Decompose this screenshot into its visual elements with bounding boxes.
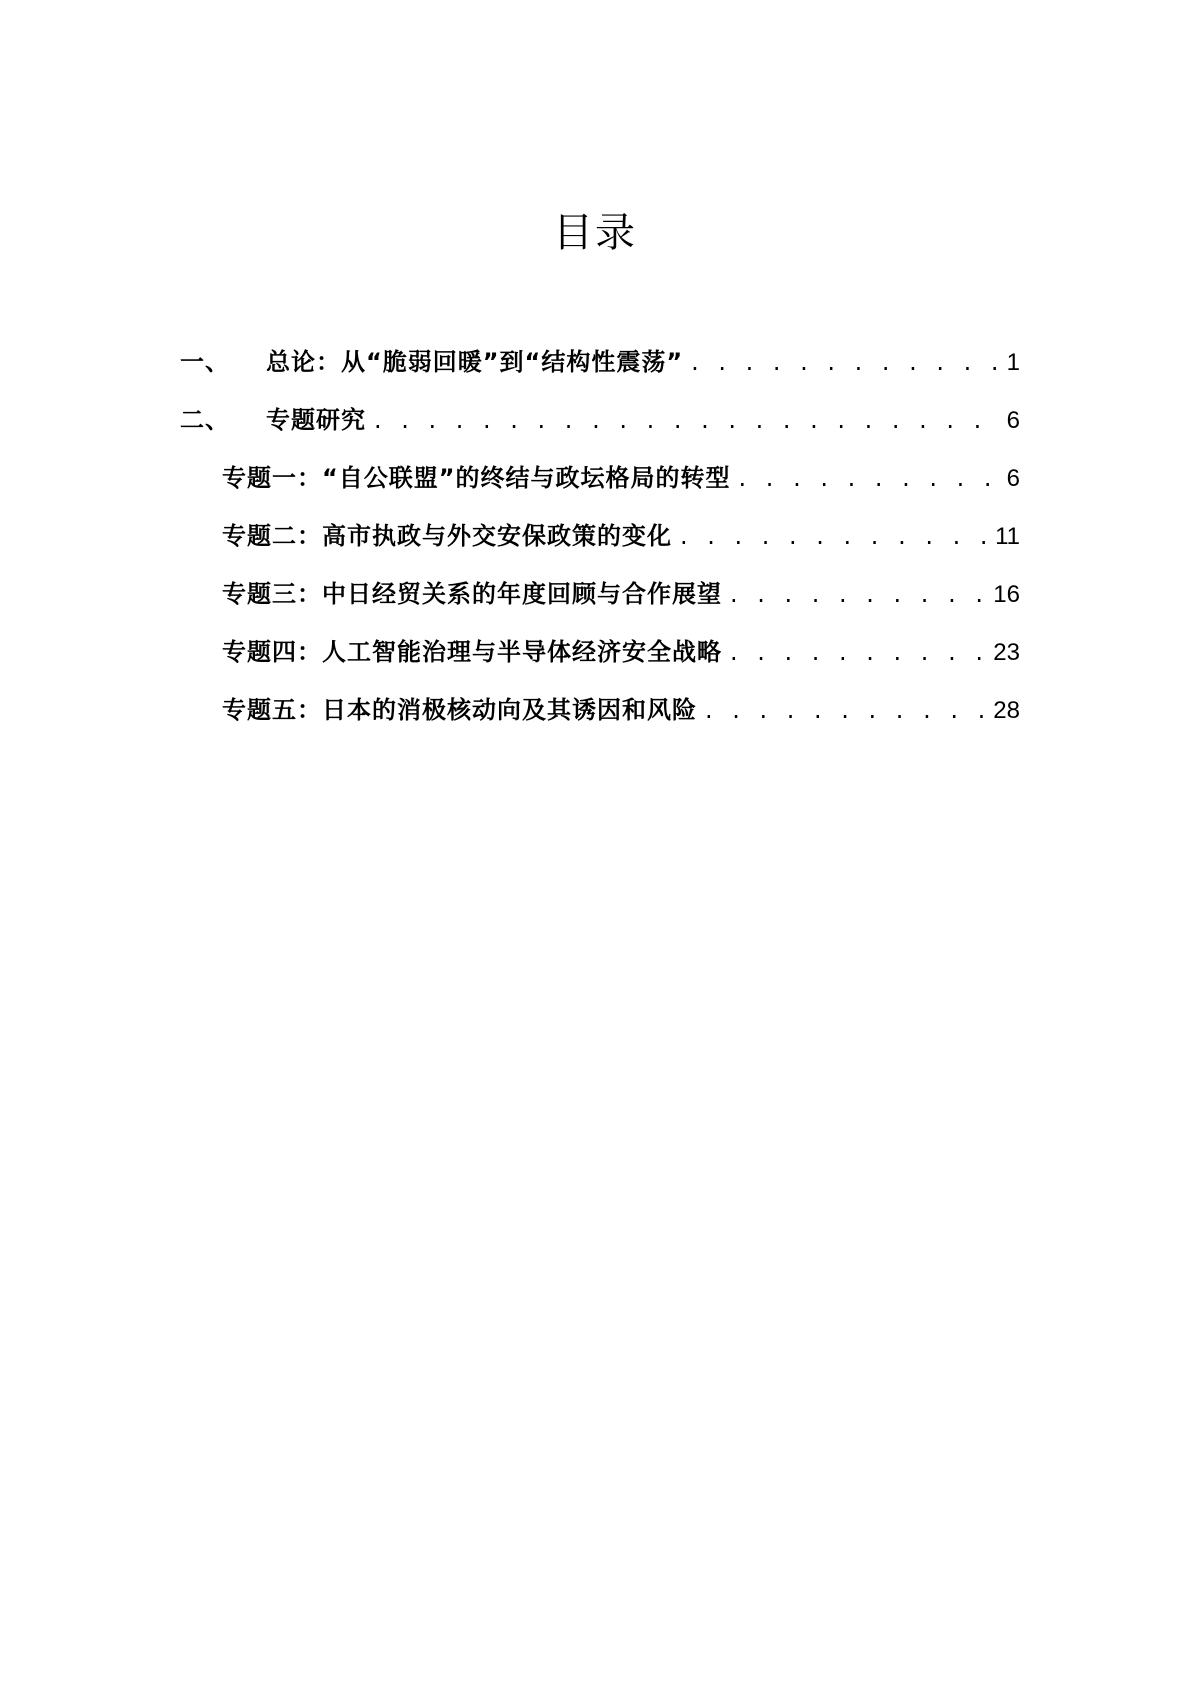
page-title: 目录: [553, 210, 637, 256]
toc-page-number: 6: [1006, 407, 1020, 434]
toc-page-number: 11: [995, 523, 1020, 550]
toc-entry-title: 专题二：高市执政与外交安保政策的变化: [222, 522, 672, 550]
toc-entry-topic-3[interactable]: [222, 574, 1020, 614]
toc-entry-title: 总论：从“脆弱回暖”到“结构性震荡”: [266, 348, 684, 376]
toc-page-number: 1: [1006, 349, 1020, 376]
toc-dot-leader: [374, 400, 1001, 440]
toc-entry-title: 专题三：中日经贸关系的年度回顾与合作展望: [222, 580, 722, 608]
toc-dot-leader: [730, 574, 987, 614]
toc-entry-title: 专题研究: [266, 406, 366, 434]
toc-page-number: 28: [993, 697, 1020, 724]
toc-entry-title: 专题四：人工智能治理与半导体经济安全战略: [222, 638, 722, 666]
toc-entry-topic-4[interactable]: [222, 632, 1020, 672]
toc-dot-leader: [739, 458, 1001, 498]
toc-dot-leader: [691, 342, 1001, 382]
toc-entry-topic-5[interactable]: [222, 690, 1020, 730]
toc-dot-leader: [705, 690, 987, 730]
toc-entry-title: 专题一：“自公联盟”的终结与政坛格局的转型: [222, 464, 731, 492]
toc-page-number: 16: [993, 581, 1020, 608]
toc-entry-topic-2[interactable]: [222, 516, 1020, 556]
toc-entry-research[interactable]: [180, 400, 1020, 440]
toc-page-number: 23: [993, 639, 1020, 666]
toc-entry-number: 二、: [180, 406, 230, 434]
toc-entry-topic-1[interactable]: [222, 458, 1020, 498]
toc-dot-leader: [730, 632, 987, 672]
toc-entry-number: 一、: [180, 348, 230, 376]
toc-entry-overview[interactable]: [180, 342, 1020, 382]
toc-entry-title: 专题五：日本的消极核动向及其诱因和风险: [222, 696, 697, 724]
toc-dot-leader: [680, 516, 989, 556]
toc-page-number: 6: [1006, 465, 1020, 492]
